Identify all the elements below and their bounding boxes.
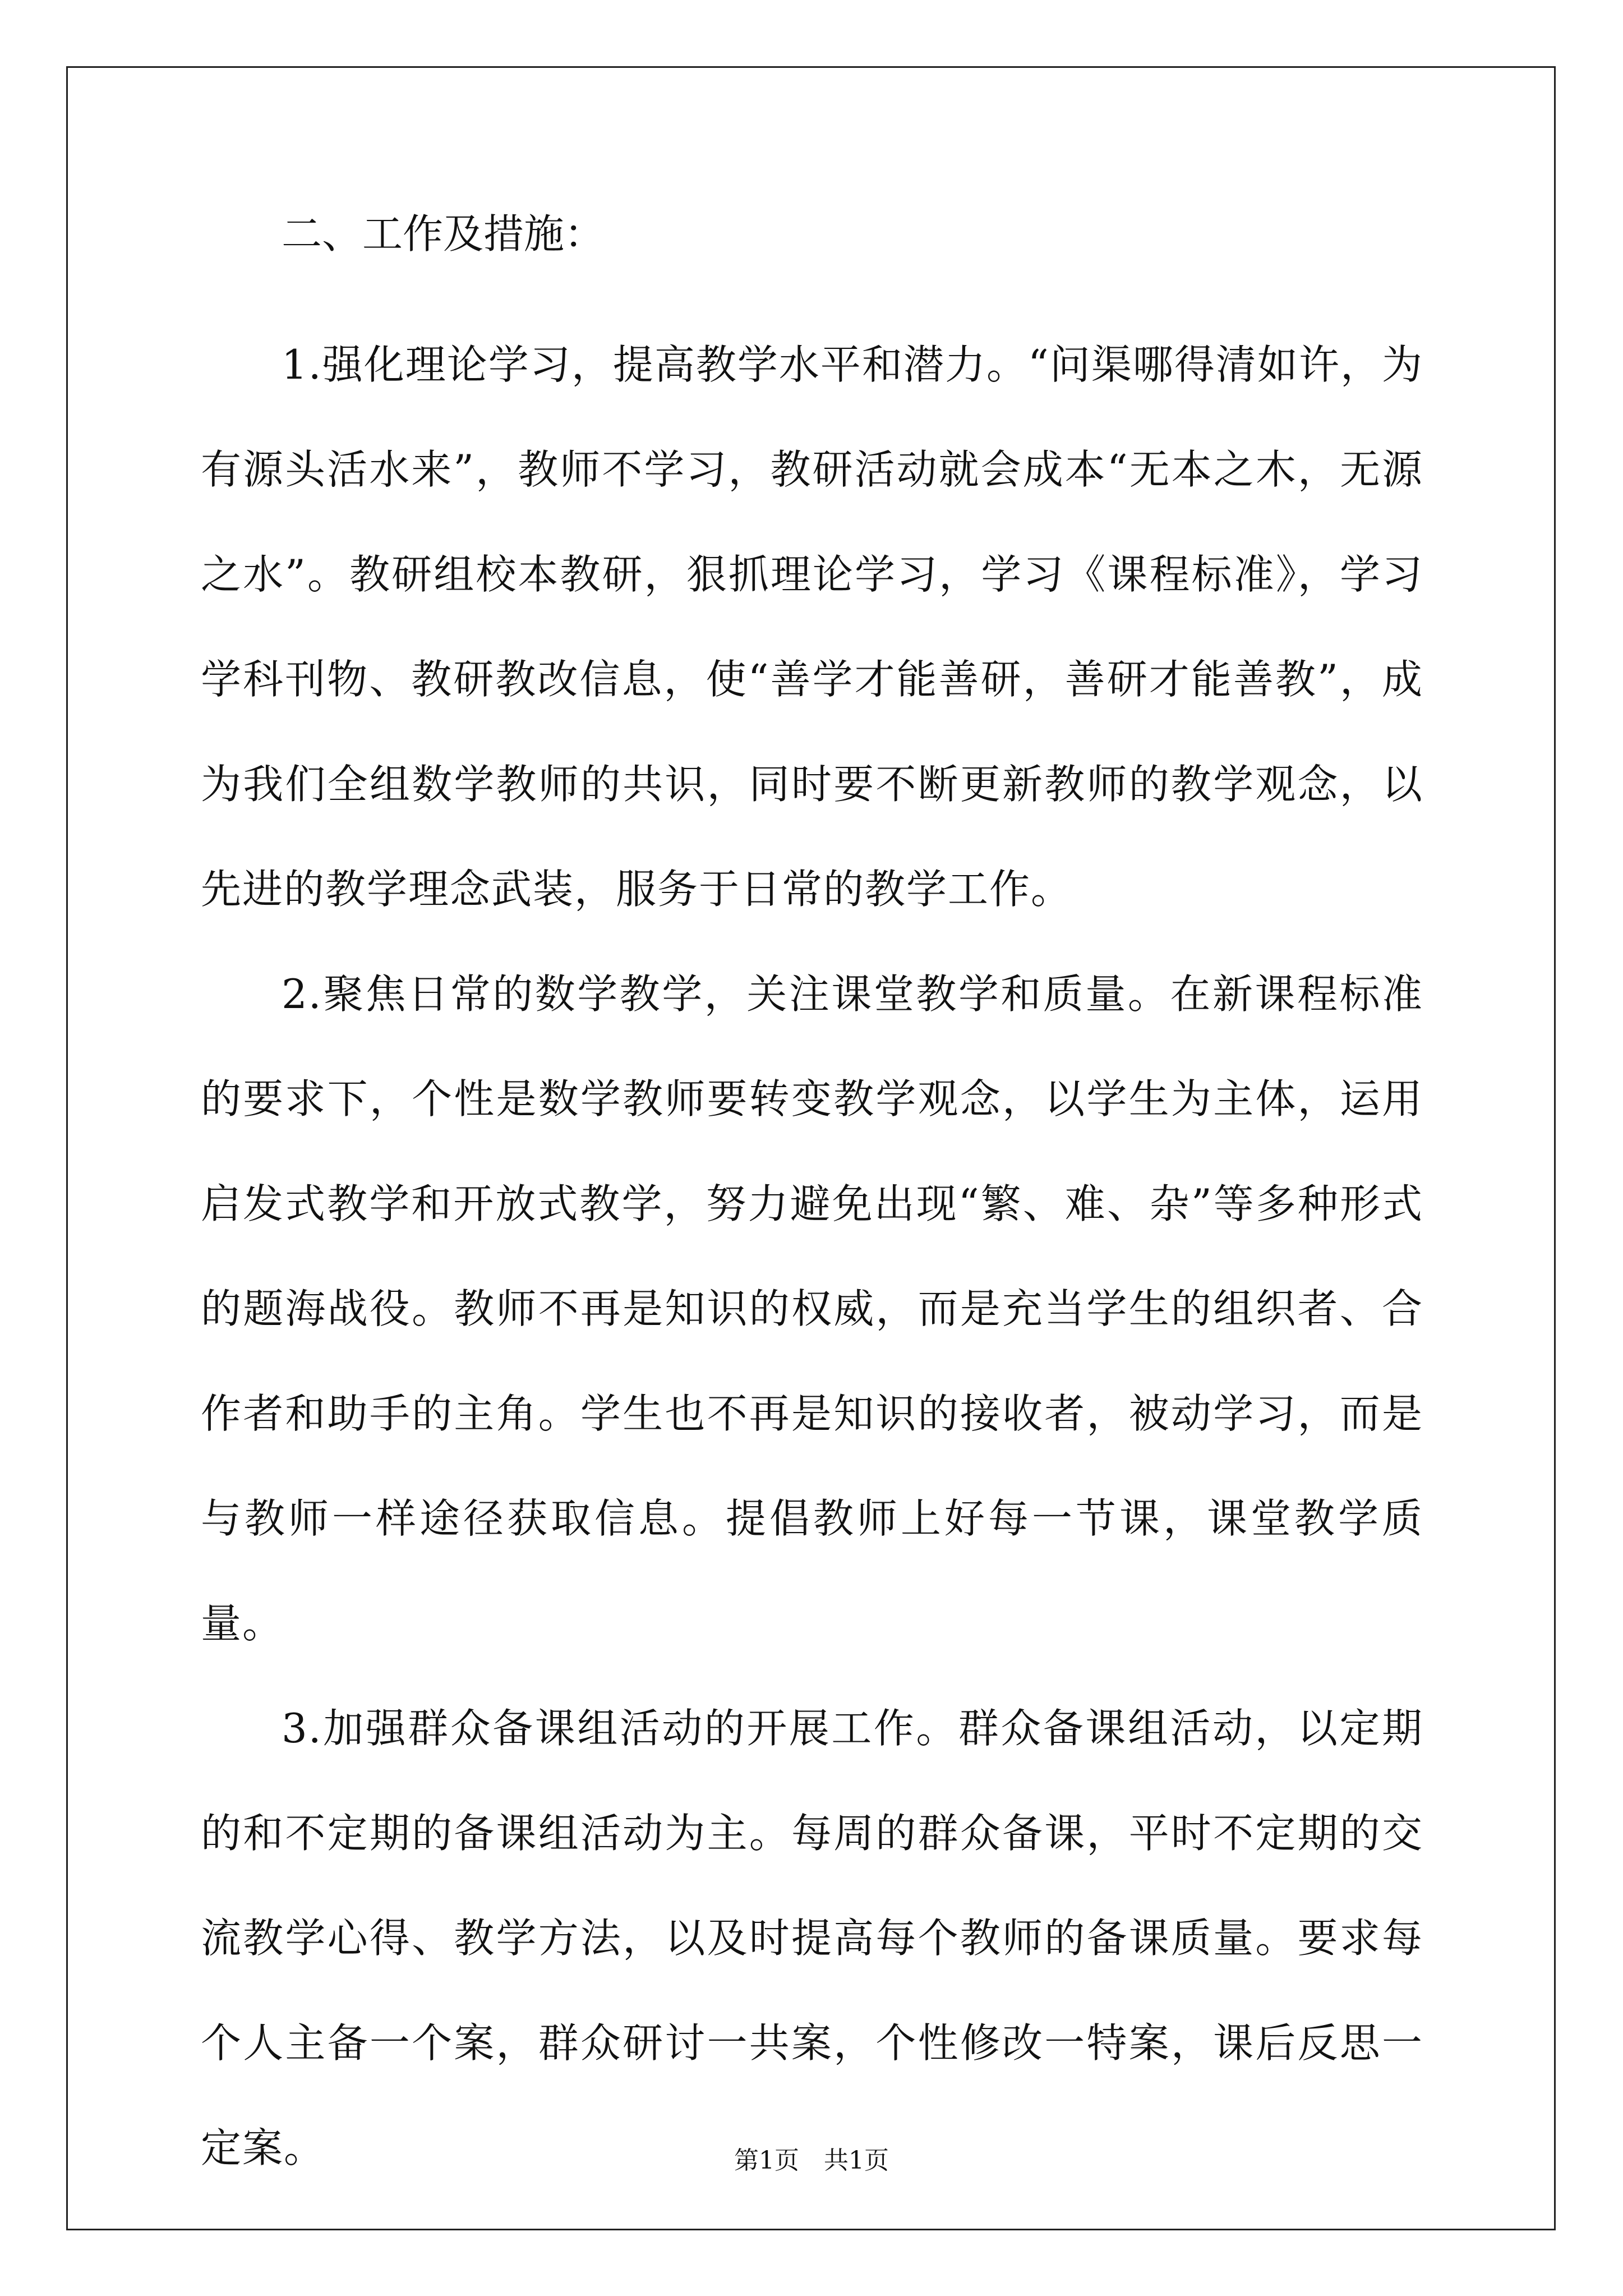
paragraph-1: 1.强化理论学习，提高教学水平和潜力。“问渠哪得清如许，为有源头活水来”，教师不学习，教研活动就会成本“无本之木，无源之水”。教研组校本教研，狠抓理论学习，学习《课程标准》，学习学科刊物、教研教改信息，使“善学才能善研，善研才能善教”，成为我们全组数学教师的共识，同时要不断更新教师的教学观念，以先进的教学理念武装，服务于日常的教学工作。 [201,341,1423,913]
document-body [201,208,1423,2201]
paragraph-3: 3.加强群众备课组活动的开展工作。群众备课组活动，以定期的和不定期的备课组活动为主。每周的群众备课，平时不定期的交流教学心得、教学方法，以及时提高每个教师的备课质量。要求每个人主备一个案，群众研讨一共案，个性修改一特案，课后反思一定案。 [201,1705,1423,2171]
section-heading: 二、工作及措施： [282,210,605,257]
page-footer: 第1页 共1页 [734,2146,889,2175]
paragraph-2: 2.聚焦日常的数学教学，关注课堂教学和质量。在新课程标准的要求下，个性是数学教师要转变教学观念，以学生为主体，运用启发式教学和开放式教学，努力避免出现“繁、难、杂”等多种形式的题海战役。教师不再是知识的权威，而是充当学生的组织者、合作者和助手的主角。学生也不再是知识的接收者，被动学习，而是与教师一样途径获取信息。提倡教师上好每一节课，课堂教学质量。 [201,970,1423,1647]
